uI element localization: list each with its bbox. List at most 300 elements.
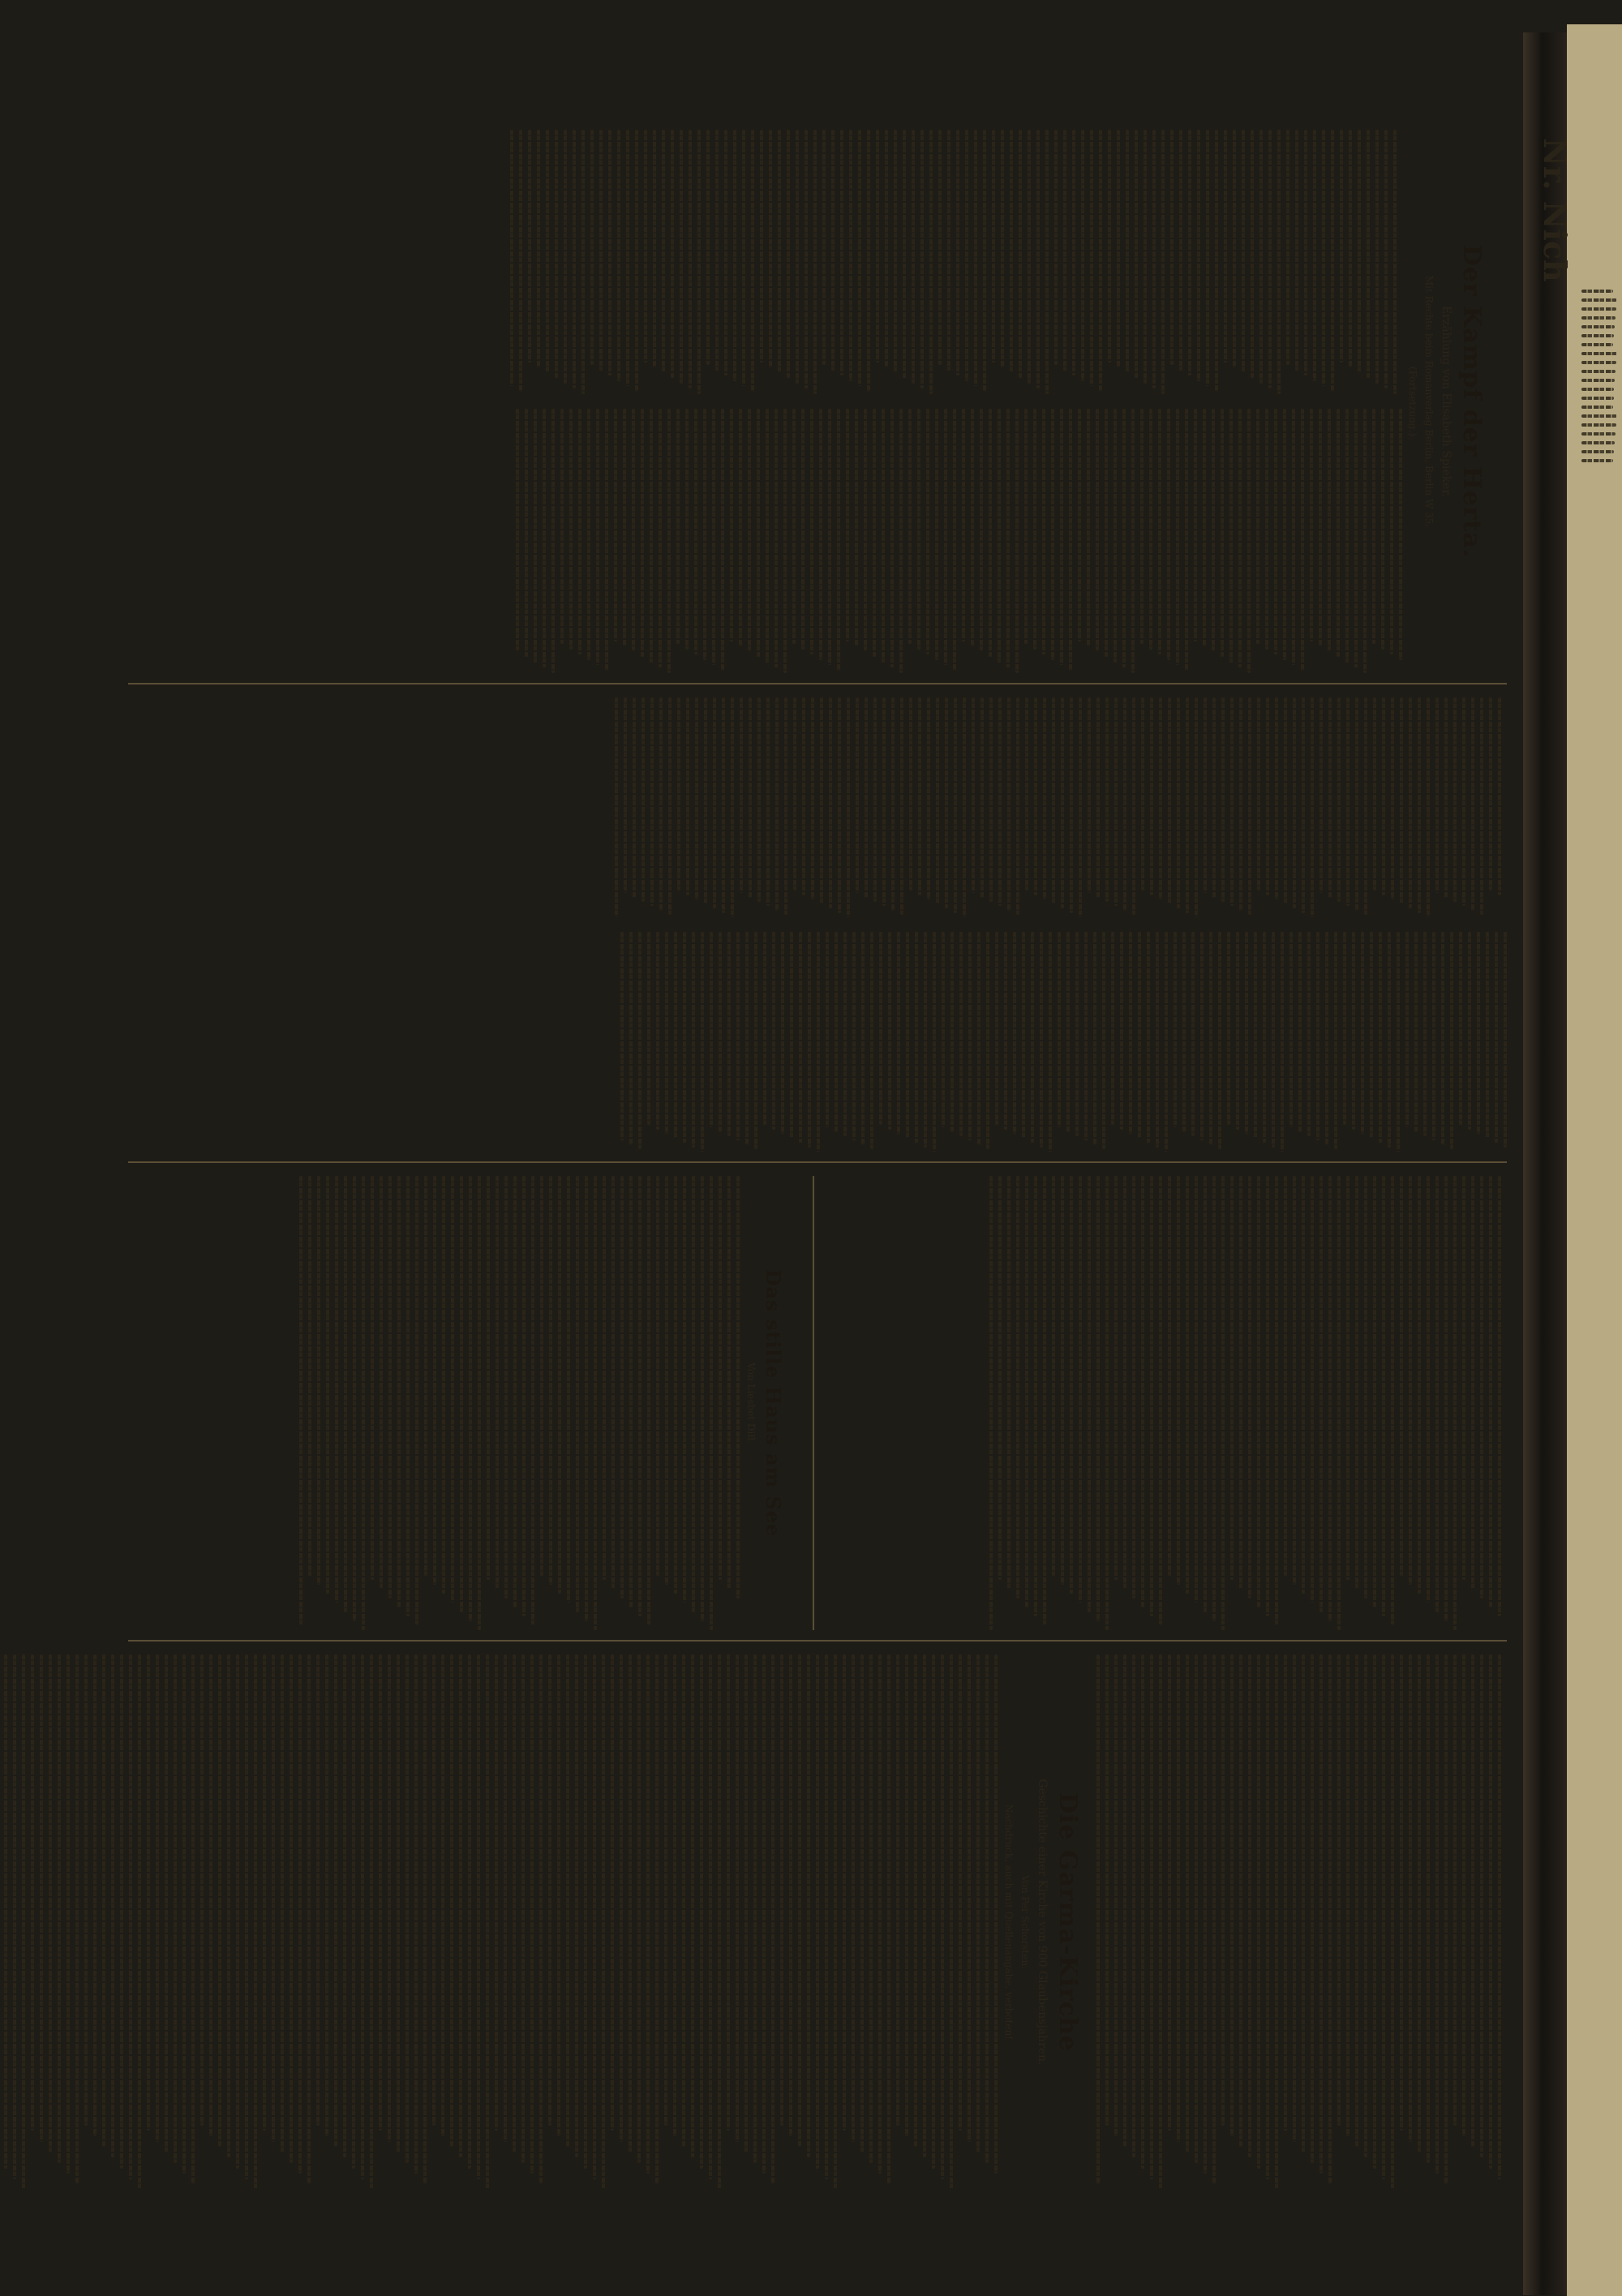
article-title-garma: Die Garma-Kirche	[1053, 1792, 1082, 2052]
text-line	[865, 697, 868, 898]
text-line	[1289, 932, 1293, 1127]
text-line	[1191, 932, 1195, 1136]
column-kampf	[128, 130, 1507, 673]
text-line	[1310, 409, 1313, 642]
text-line	[1388, 932, 1391, 1148]
text-line	[971, 409, 974, 646]
text-line	[655, 1654, 659, 2184]
text-line	[1444, 1176, 1448, 1621]
text-line	[1034, 697, 1037, 895]
text-line	[852, 1654, 855, 2142]
text-line	[576, 1176, 579, 1612]
text-line	[432, 1654, 436, 2126]
text-line	[662, 130, 665, 373]
text-line	[1141, 1176, 1144, 1607]
text-line	[1286, 130, 1289, 365]
text-line	[156, 1654, 159, 2142]
text-line	[423, 1654, 427, 2184]
article-subtitle-kampf: Erzählung von Elisabeth Spieker.	[1440, 305, 1453, 498]
text-line	[406, 1176, 410, 1616]
text-line	[1054, 130, 1058, 365]
text-line	[1334, 932, 1337, 1149]
newspaper-page	[63, 57, 1523, 2279]
text-line	[1156, 932, 1159, 1148]
text-line	[1043, 1176, 1046, 1625]
text-line	[1382, 1176, 1385, 1616]
text-line	[1268, 130, 1272, 388]
text-line	[530, 1654, 534, 2174]
text-line	[1337, 409, 1340, 657]
text-line	[831, 130, 835, 371]
text-line	[1150, 1176, 1153, 1616]
text-line	[992, 130, 995, 363]
text-line	[478, 1176, 481, 1630]
text-line	[450, 1654, 453, 2147]
text-line	[1248, 1654, 1251, 2157]
text-line	[890, 409, 894, 667]
text-line	[974, 130, 977, 386]
text-line	[1346, 697, 1350, 906]
text-line	[1414, 932, 1418, 1132]
text-line	[860, 1654, 864, 2152]
text-line	[414, 1654, 418, 2174]
text-line	[1405, 932, 1409, 1127]
article-body-garma	[0, 1654, 998, 2190]
text-line	[1453, 1176, 1457, 1630]
text-line	[1204, 1176, 1207, 1612]
text-line	[1462, 1654, 1465, 2136]
text-line	[1120, 932, 1123, 1130]
text-line	[789, 1654, 792, 2136]
text-line	[1486, 932, 1489, 1139]
text-line	[647, 1176, 650, 1625]
text-line	[200, 1654, 204, 2126]
text-line	[1195, 1176, 1198, 1603]
text-line	[1471, 697, 1474, 911]
text-line	[968, 932, 972, 1140]
text-line	[1096, 409, 1099, 652]
text-line	[599, 130, 603, 371]
text-line	[772, 932, 775, 1130]
text-line	[534, 409, 537, 663]
text-line	[1206, 130, 1209, 386]
text-line	[1150, 1654, 1153, 2179]
text-line	[1337, 1654, 1341, 2126]
text-line	[1132, 697, 1135, 915]
article-byline-garma: Von Per Schorsten.	[1019, 1875, 1031, 1969]
text-line	[1340, 130, 1343, 363]
text-line	[1453, 697, 1457, 902]
text-line	[852, 932, 856, 1140]
text-line	[1418, 1654, 1421, 2152]
text-line	[1352, 932, 1355, 1130]
text-line	[1328, 1654, 1332, 2184]
text-line	[1364, 1654, 1367, 2157]
text-line	[882, 697, 886, 906]
text-line	[1427, 1654, 1430, 2163]
text-line	[950, 932, 954, 1132]
text-line	[736, 1654, 739, 2142]
text-line	[781, 932, 784, 1134]
text-line	[1266, 1176, 1269, 1616]
text-line	[1167, 409, 1170, 660]
text-line	[656, 1176, 659, 1576]
text-line	[1230, 697, 1234, 906]
text-line	[805, 130, 808, 388]
text-line	[1195, 697, 1198, 917]
text-line	[798, 1654, 801, 2147]
text-line	[941, 1654, 944, 2179]
text-line	[769, 130, 772, 367]
text-line	[1581, 343, 1613, 346]
text-line	[1063, 130, 1066, 371]
text-line	[724, 130, 727, 376]
text-line	[1088, 1176, 1091, 1612]
text-line	[995, 932, 998, 1125]
text-line	[700, 1654, 703, 2169]
text-line	[362, 1176, 365, 1630]
text-line	[840, 130, 843, 376]
text-line	[558, 1176, 561, 1594]
text-line	[1444, 1654, 1448, 2184]
text-line	[956, 130, 959, 376]
text-line	[326, 1176, 329, 1594]
text-line	[1259, 130, 1263, 384]
text-line	[1248, 1176, 1251, 1599]
text-line	[1203, 409, 1206, 646]
text-line	[1212, 1176, 1216, 1621]
text-line	[460, 1176, 463, 1612]
text-line	[647, 932, 650, 1125]
text-line	[1328, 409, 1331, 652]
text-line	[674, 1176, 677, 1594]
text-line	[1016, 1176, 1019, 1599]
text-line	[531, 1176, 534, 1625]
text-line	[914, 1654, 917, 2147]
text-line	[1114, 1176, 1118, 1580]
text-line	[254, 1654, 257, 2190]
text-line	[1480, 697, 1483, 915]
column-rule	[128, 683, 1507, 685]
text-line	[510, 130, 513, 386]
text-line	[1132, 1654, 1135, 2157]
text-line	[1427, 1176, 1430, 1603]
text-line	[1346, 1654, 1350, 2136]
text-line	[1283, 409, 1286, 660]
text-line	[653, 130, 656, 367]
text-line	[1006, 409, 1010, 667]
text-line	[665, 1176, 668, 1585]
text-line	[629, 1654, 632, 2152]
text-line	[620, 932, 624, 1140]
text-line	[856, 697, 859, 893]
text-line	[615, 697, 618, 917]
text-line	[245, 1654, 248, 2179]
text-line	[1427, 697, 1430, 917]
text-line	[1007, 697, 1011, 911]
text-line	[1298, 932, 1302, 1132]
text-line	[873, 409, 876, 657]
text-line	[1372, 409, 1375, 644]
text-line	[1581, 307, 1616, 311]
text-line	[740, 697, 743, 893]
text-line	[659, 697, 663, 911]
text-line	[1096, 1176, 1100, 1621]
text-line	[629, 932, 633, 1145]
text-line	[614, 409, 617, 642]
text-line	[843, 1654, 846, 2131]
text-line	[873, 697, 877, 902]
text-line	[754, 932, 757, 1149]
text-line	[793, 697, 796, 891]
text-line	[1221, 1176, 1225, 1630]
text-line	[1257, 697, 1260, 891]
text-line	[1114, 1654, 1118, 2136]
text-line	[826, 932, 829, 1127]
text-line	[918, 697, 921, 895]
text-line	[878, 1654, 882, 2174]
text-line	[1275, 1176, 1278, 1625]
text-line	[692, 1176, 695, 1612]
text-line	[1384, 130, 1388, 388]
text-line	[887, 1654, 890, 2184]
text-line	[540, 1176, 543, 1576]
text-line	[620, 1654, 623, 2142]
text-line	[882, 409, 885, 663]
text-line	[433, 1176, 436, 1585]
text-line	[950, 1654, 953, 2190]
text-line	[343, 1654, 346, 2157]
text-line	[1275, 697, 1278, 899]
text-line	[727, 1654, 730, 2131]
text-line	[605, 409, 608, 671]
text-line	[1328, 1176, 1332, 1621]
text-line	[380, 1176, 383, 1590]
text-line	[1581, 388, 1614, 391]
text-line	[1274, 409, 1277, 654]
text-line	[1025, 697, 1028, 891]
text-line	[1061, 697, 1064, 908]
text-line	[1489, 1654, 1492, 2169]
text-line	[1036, 130, 1040, 388]
text-line	[334, 1654, 337, 2147]
text-line	[633, 697, 636, 898]
text-line	[1004, 932, 1007, 1130]
text-line	[942, 932, 945, 1127]
text-line	[1170, 130, 1174, 365]
text-line	[165, 1654, 168, 2152]
text-line	[731, 697, 734, 917]
text-line	[1393, 130, 1397, 394]
text-line	[998, 1176, 1002, 1580]
text-line	[1257, 1176, 1260, 1607]
text-line	[1024, 409, 1028, 644]
text-line	[748, 409, 751, 652]
text-line	[272, 1654, 275, 2142]
text-line	[983, 130, 986, 392]
text-line	[1313, 130, 1316, 381]
text-line	[1480, 1654, 1483, 2157]
text-line	[477, 1654, 480, 2179]
text-line	[632, 409, 635, 652]
text-line	[784, 697, 787, 915]
text-line	[1418, 697, 1421, 913]
text-line	[1161, 130, 1165, 394]
text-line	[1391, 697, 1394, 899]
text-line	[557, 1654, 560, 2136]
text-line	[379, 1654, 382, 2131]
text-line	[1224, 130, 1227, 363]
text-line	[1397, 932, 1400, 1152]
article-body-kampf-continued	[612, 697, 1508, 1152]
text-line	[120, 1654, 123, 2169]
column-haus	[128, 1176, 809, 1630]
text-line	[1040, 932, 1043, 1148]
text-line	[147, 1654, 150, 2131]
text-line	[469, 1176, 472, 1621]
text-line	[182, 1654, 186, 2174]
text-line	[325, 1654, 328, 2136]
article-byline-kampf: Mit Rechte beim Romanverlag Berlin, Berlin W 35.	[1423, 275, 1435, 528]
text-line	[1182, 932, 1186, 1132]
text-line	[819, 409, 822, 660]
text-line	[1114, 697, 1118, 906]
text-line	[1444, 697, 1448, 898]
text-line	[13, 1654, 16, 2179]
text-line	[67, 1654, 70, 2174]
text-line	[1345, 409, 1349, 663]
text-line	[869, 1654, 873, 2163]
text-line	[1177, 1654, 1180, 2142]
text-line	[1301, 409, 1304, 671]
text-line	[828, 409, 831, 665]
text-line	[1239, 1176, 1242, 1590]
text-line	[753, 1654, 757, 2163]
text-line	[680, 130, 683, 384]
text-line	[593, 1654, 596, 2179]
text-line	[1051, 409, 1054, 660]
text-line	[1108, 130, 1111, 363]
text-line	[549, 1176, 552, 1585]
text-line	[909, 697, 912, 891]
text-line	[519, 130, 522, 392]
text-line	[701, 932, 704, 1152]
text-line	[879, 932, 882, 1125]
text-line	[1322, 130, 1325, 386]
text-line	[676, 409, 680, 644]
text-line	[1316, 932, 1319, 1140]
column-rule	[128, 1640, 1507, 1642]
text-line	[1061, 1176, 1064, 1585]
text-line	[1070, 1176, 1073, 1594]
adjacent-header-text: Nich	[1537, 200, 1573, 282]
text-line	[1159, 697, 1162, 899]
text-line	[673, 1654, 676, 2136]
text-line	[810, 409, 813, 654]
text-line	[1168, 697, 1171, 904]
text-line	[635, 130, 638, 392]
text-line	[936, 697, 939, 904]
text-line	[912, 130, 915, 384]
text-line	[920, 130, 924, 388]
text-line	[543, 409, 546, 667]
text-line	[49, 1654, 52, 2152]
text-line	[1581, 406, 1613, 409]
text-line	[585, 1176, 588, 1621]
text-line	[1084, 932, 1088, 1140]
text-line	[712, 409, 715, 665]
text-line	[1013, 932, 1016, 1134]
text-line	[316, 1654, 320, 2126]
text-line	[290, 1654, 293, 2163]
text-line	[564, 130, 567, 384]
text-line	[1212, 409, 1215, 652]
article-byline-haus: Von Liesbet Dill.	[745, 1363, 757, 1444]
text-line	[1266, 697, 1269, 895]
text-line	[1358, 130, 1361, 373]
text-line	[813, 130, 817, 394]
article-title-kampf: Der Kampf der Herta.	[1457, 244, 1486, 559]
text-line	[1581, 414, 1617, 418]
text-line	[771, 1654, 775, 2184]
text-line	[642, 697, 645, 902]
text-line	[757, 409, 760, 657]
text-line	[1265, 409, 1268, 650]
text-line	[1581, 370, 1616, 373]
text-line	[227, 1654, 230, 2157]
article-body-garma-continued	[989, 1176, 1501, 1630]
text-line	[1284, 1176, 1287, 1576]
text-line	[1379, 932, 1382, 1143]
text-line	[1581, 397, 1614, 400]
article-subtitle-garma: Geschichte einer Kirche von 900 Glaubensjahren.	[1036, 1779, 1049, 2066]
text-line	[1391, 1654, 1394, 2190]
text-line	[900, 697, 903, 915]
text-line	[4, 1654, 7, 2169]
text-line	[370, 1654, 373, 2190]
text-line	[537, 130, 540, 367]
text-line	[667, 409, 671, 673]
text-line	[1007, 1176, 1011, 1590]
text-line	[281, 1654, 284, 2152]
text-line	[650, 409, 653, 663]
text-line	[1400, 697, 1403, 904]
text-line	[825, 1654, 828, 2179]
text-line	[1123, 697, 1126, 911]
text-line	[1355, 697, 1358, 911]
text-line	[1390, 409, 1393, 654]
text-line	[191, 1654, 195, 2184]
text-line	[692, 932, 695, 1148]
text-line	[504, 1176, 508, 1599]
text-line	[397, 1654, 400, 2152]
text-line	[608, 130, 611, 376]
text-line	[1105, 409, 1108, 657]
text-line	[689, 130, 692, 388]
text-line	[953, 409, 956, 671]
text-line	[1176, 409, 1179, 665]
text-line	[352, 1654, 355, 2169]
text-line	[93, 1654, 97, 2136]
text-line	[546, 130, 549, 373]
text-line	[1435, 1654, 1439, 2174]
text-line	[353, 1176, 356, 1621]
text-line	[551, 409, 555, 673]
text-line	[994, 1654, 998, 2174]
text-line	[727, 1176, 731, 1590]
text-line	[1159, 1654, 1162, 2190]
text-line	[1498, 1176, 1501, 1616]
